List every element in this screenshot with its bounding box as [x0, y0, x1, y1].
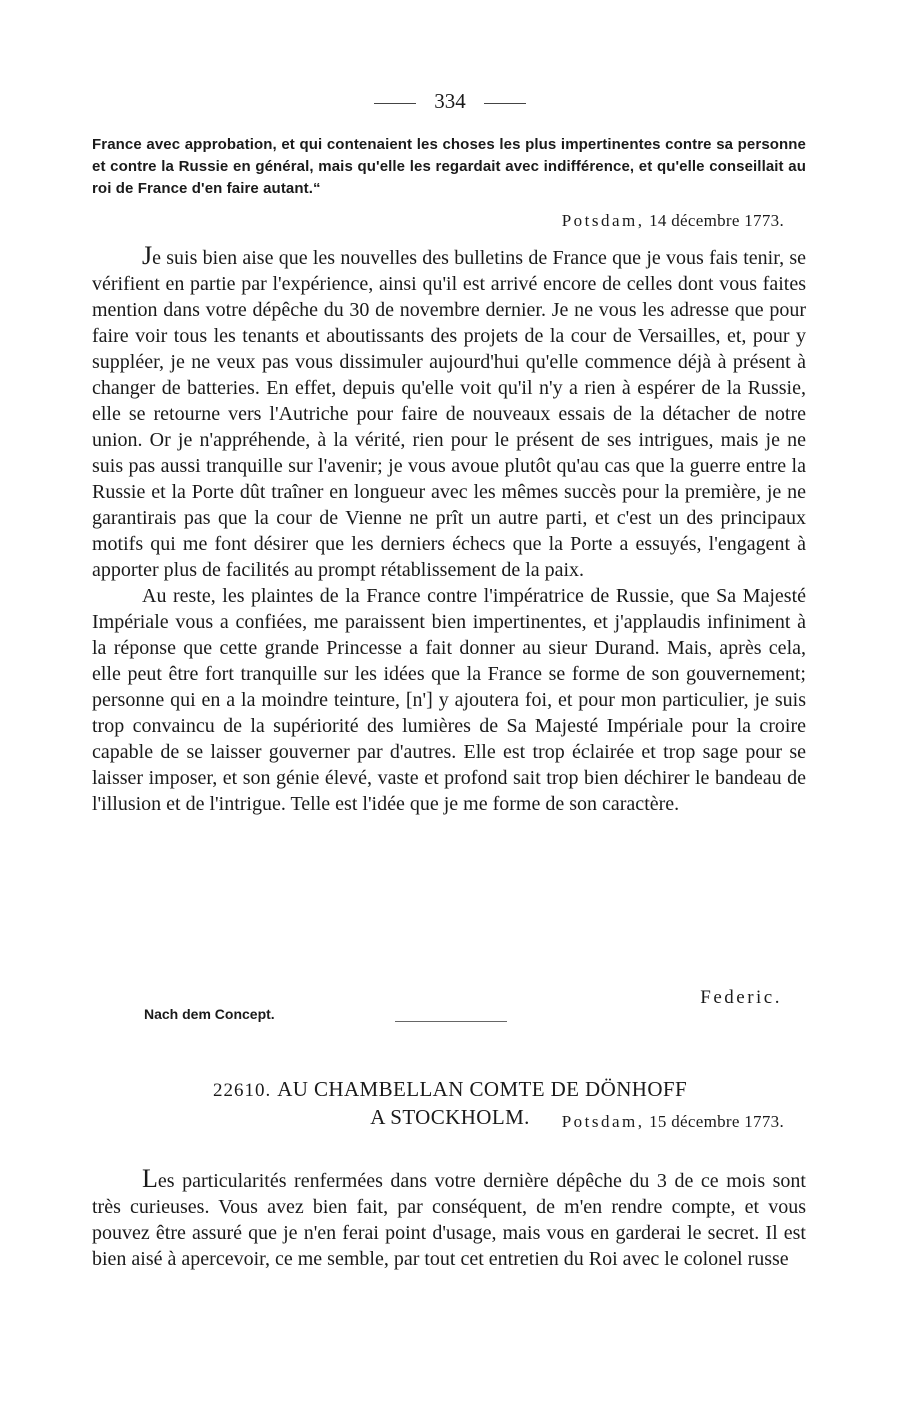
paragraph — [92, 1166, 806, 1272]
heading-line-1 — [150, 1076, 750, 1104]
heading-line-2: A STOCKHOLM. — [370, 1105, 530, 1129]
paragraph — [92, 243, 806, 583]
paragraph-text: e suis bien aise que les nouvelles des bulletins de France que je vous fais tenir, se vérifient en partie par l'expérience, ainsi qu'il est arrivé encore de celles dont vous faites mention dans votre dépêche du 30 de novembre dernier. Je ne vous les adresse que pour faire voir tous les tenants et aboutissants des projets de la cour de Versailles, et, pour y suppléer, je ne veux pas vous dissimuler aujourd'hui qu'elle commence déjà à présent à changer de batteries. En effet, depuis qu'elle voit qu'il n'y a rien à espérer de la Russie, elle se retourne vers l'Autriche pour faire de nouveaux essais de la détacher de notre union. Or je n'appréhende, à la vérité, rien pour le présent de ses intrigues, mais je ne suis pas aussi tranquille sur l'avenir; je vous avoue plutôt qu'au cas que la guerre entre la Russie et la Porte dût traîner en longueur avec les mêmes succès pour la première, je ne garantirais pas que la cour de Vienne ne prît un autre parti, et c'est un des principaux motifs qui me font désirer que les derniers échecs que la Porte a essuyés, l'engagent à apporter plus de facilités au prompt rétablissement de la paix. — [92, 247, 806, 581]
letter-dateline — [562, 210, 784, 232]
initial-letter: L — [142, 1164, 158, 1193]
quote-continuation: France avec approbation, et qui contenaient les choses les plus impertinentes contre sa personne et contre la Russie en général, mais qu'elle les regardait avec indifférence, et qu'elle conseillait au roi de France d'en faire autant.“ — [92, 136, 806, 197]
section-divider — [395, 1021, 507, 1022]
signature: Federic. — [700, 987, 782, 1008]
dateline-place: Potsdam, — [561, 211, 645, 230]
letter-dateline — [562, 1111, 784, 1133]
page-header — [0, 88, 900, 114]
letter-body — [92, 1166, 806, 1272]
initial-letter: J — [142, 241, 153, 270]
header-rule-left — [374, 103, 416, 104]
page-number: 334 — [434, 89, 466, 113]
dateline-date: 14 décembre 1773. — [649, 211, 784, 230]
dateline-place: Potsdam, — [561, 1112, 645, 1131]
dateline-date: 15 décembre 1773. — [649, 1112, 784, 1131]
letter-body — [92, 243, 806, 817]
header-rule-right — [484, 103, 526, 104]
heading-title: AU CHAMBELLAN COMTE DE DÖNHOFF — [277, 1077, 688, 1101]
paragraph-text: es particularités renfermées dans votre dernière dépêche du 3 de ce mois sont très curieuses. Vous avez bien fait, par conséquent, de m'en rendre compte, et vous pouvez être assuré que je n'en ferai point d'usage, mais vous en garderai le secret. Il est bien aisé à apercevoir, ce me semble, par tout cet entretien du Roi avec le colonel russe — [92, 1170, 806, 1270]
source-note: Nach dem Concept. — [144, 1006, 275, 1022]
letter-number: 22610. — [212, 1080, 272, 1101]
paragraph: Au reste, les plaintes de la France contre l'impératrice de Russie, que Sa Majesté Impériale vous a confiées, me paraissent bien impertinentes, et j'applaudis infiniment à la réponse que cette grande Princesse a fait donner au sieur Durand. Mais, après cela, elle peut être fort tranquille sur les idées que la France se forme de son gouvernement; personne qui en a la moindre teinture, [n'] y ajoutera foi, et pour mon particulier, je suis trop convaincu de la supériorité des lumières de Sa Majesté Impériale pour la croire capable de se laisser gouverner par d'autres. Elle est trop éclairée et trop sage pour se laisser imposer, et son génie élevé, vaste et profond sait trop bien déchirer le bandeau de l'illusion et de l'intrigue. Telle est l'idée que je me forme de son caractère. — [92, 585, 806, 815]
